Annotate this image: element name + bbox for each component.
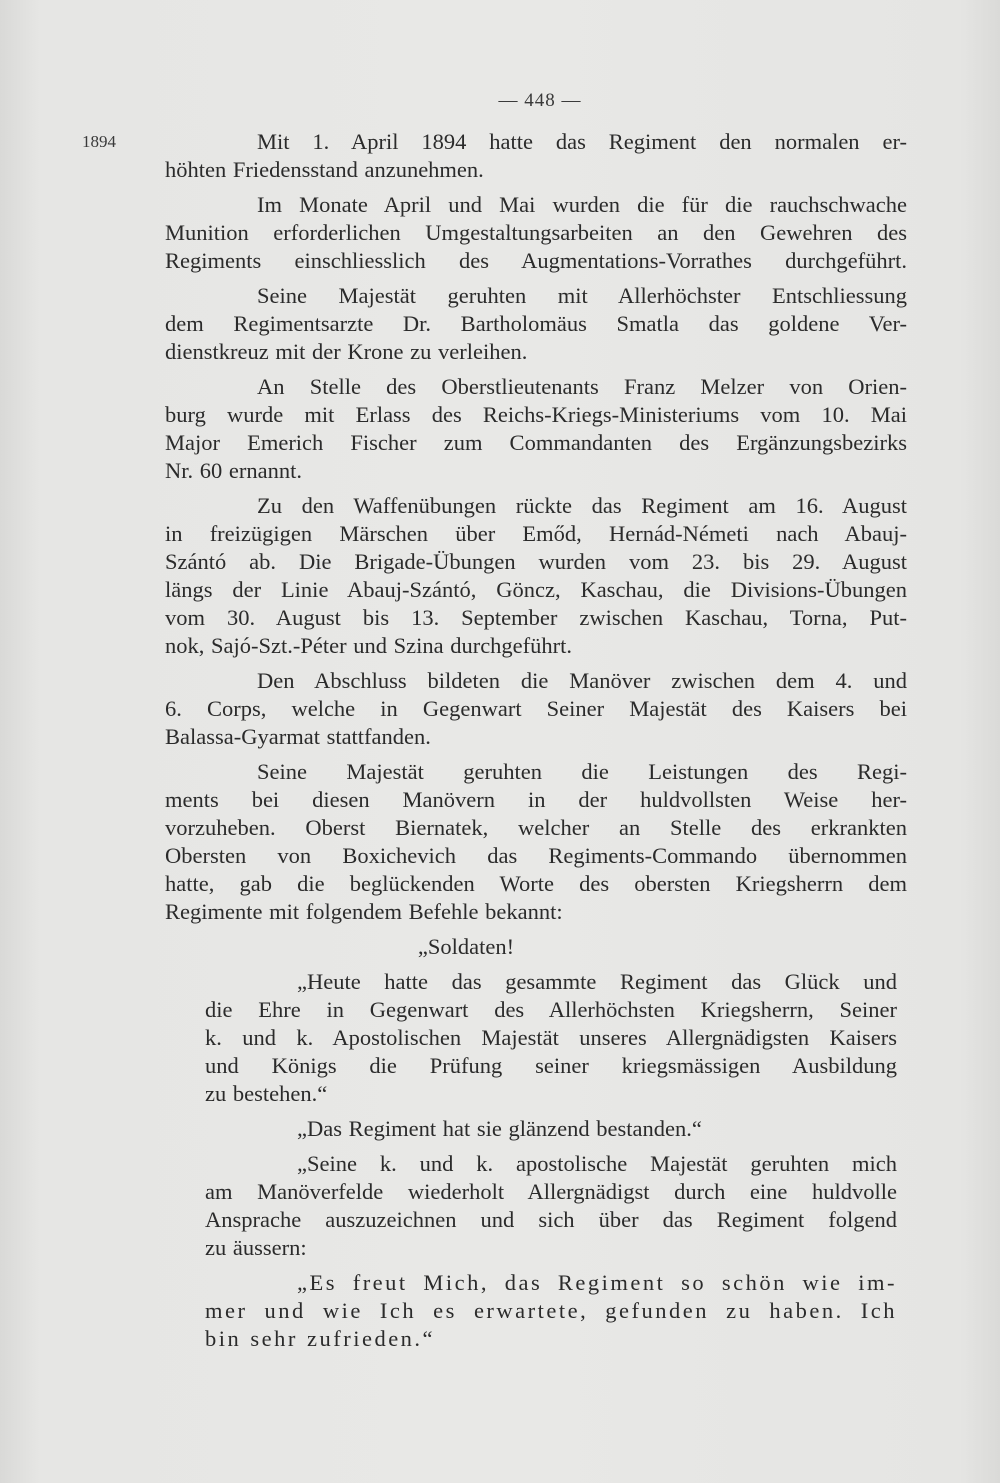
text-line: An Stelle des Oberstlieutenants Franz Melzer von Orien- [257, 374, 907, 399]
paragraph [165, 758, 907, 926]
text-line: „Seine k. und k. apostolische Majestät geruhten mich [297, 1151, 897, 1176]
text-line: „Heute hatte das gesammte Regiment das Glück und [297, 969, 897, 994]
text-line: Munition erforderlichen Umgestaltungsarbeiten an den Gewehren des [165, 220, 907, 245]
text-line: und Königs die Prüfung seiner kriegsmässigen Ausbildung [205, 1053, 897, 1078]
text-line: nok, Sajó-Szt.-Péter und Szina durchgeführt. [165, 633, 573, 658]
text-line: Seine Majestät geruhten die Leistungen des Regi- [257, 759, 907, 784]
text-line: hatte, gab die beglückenden Worte des obersten Kriegsherrn dem [165, 871, 907, 896]
text-line: Im Monate April und Mai wurden die für die rauchschwache [257, 192, 907, 217]
quote-paragraph [205, 968, 897, 1108]
text-line: Obersten von Boxichevich das Regiments-Commando übernommen [165, 843, 907, 868]
text-line: vom 30. August bis 13. September zwischen Kaschau, Torna, Put- [165, 605, 907, 630]
text-line: burg wurde mit Erlass des Reichs-Kriegs-Ministeriums vom 10. Mai [165, 402, 907, 427]
text-line: zu äussern: [205, 1235, 307, 1260]
text-line: Major Emerich Fischer zum Commandanten des Ergänzungsbezirks [165, 430, 907, 455]
paragraph [165, 373, 907, 485]
text-line: Den Abschluss bildeten die Manöver zwischen dem 4. und [257, 668, 907, 693]
paragraph [165, 282, 907, 366]
text-line: 6. Corps, welche in Gegenwart Seiner Majestät des Kaisers bei [165, 696, 907, 721]
text-line: „Es freut Mich, das Regiment so schön wie im- [297, 1270, 897, 1295]
salutation: „Soldaten! [417, 934, 515, 959]
text-line: Nr. 60 ernannt. [165, 458, 302, 483]
margin-year: 1894 [82, 132, 116, 151]
text-line: ments bei diesen Manövern in der huldvollsten Weise her- [165, 787, 907, 812]
text-line: vorzuheben. Oberst Biernatek, welcher an Stelle des erkrankten [165, 815, 907, 840]
text-line: Balassa-Gyarmat stattfanden. [165, 724, 431, 749]
text-line: Ansprache auszuzeichnen und sich über das Regiment folgend [205, 1207, 897, 1232]
quote-paragraph [205, 1269, 897, 1353]
quote-paragraph [205, 1150, 897, 1262]
text-line: dienstkreuz mit der Krone zu verleihen. [165, 339, 528, 364]
text-line: Szántó ab. Die Brigade-Übungen wurden vom 23. bis 29. August [165, 549, 907, 574]
paragraph [165, 667, 907, 751]
text-line: Regiments einschliesslich des Augmentations-Vorrathes durchgeführt. [165, 248, 907, 273]
text-line: „Das Regiment hat sie glänzend bestanden.“ [297, 1116, 702, 1141]
text-line: Regimente mit folgendem Befehle bekannt: [165, 899, 563, 924]
text-line: mer und wie Ich es erwartete, gefunden zu haben. Ich [205, 1298, 897, 1323]
text-line: zu bestehen.“ [205, 1081, 328, 1106]
text-line: dem Regimentsarzte Dr. Bartholomäus Smatla das goldene Ver- [165, 311, 907, 336]
body-text [165, 128, 907, 1360]
text-line: Zu den Waffenübungen rückte das Regiment am 16. August [257, 493, 907, 518]
paragraph [165, 492, 907, 660]
text-line: Mit 1. April 1894 hatte das Regiment den normalen er- [257, 129, 907, 154]
text-line: höhten Friedensstand anzunehmen. [165, 157, 484, 182]
text-line: in freizügigen Märschen über Emőd, Hernád-Németi nach Abauj- [165, 521, 907, 546]
text-line: bin sehr zufrieden.“ [205, 1326, 436, 1351]
paragraph [165, 128, 907, 184]
page-number: — 448 — [498, 90, 582, 111]
paragraph [165, 191, 907, 275]
text-line: k. und k. Apostolischen Majestät unseres Allergnädigsten Kaisers [205, 1025, 897, 1050]
text-line: die Ehre in Gegenwart des Allerhöchsten Kriegsherrn, Seiner [205, 997, 897, 1022]
text-line: Seine Majestät geruhten mit Allerhöchster Entschliessung [257, 283, 907, 308]
quote-paragraph [205, 1115, 897, 1143]
text-line: am Manöverfelde wiederholt Allergnädigst durch eine huldvolle [205, 1179, 897, 1204]
text-line: längs der Linie Abauj-Szántó, Göncz, Kaschau, die Divisions-Übungen [165, 577, 907, 602]
